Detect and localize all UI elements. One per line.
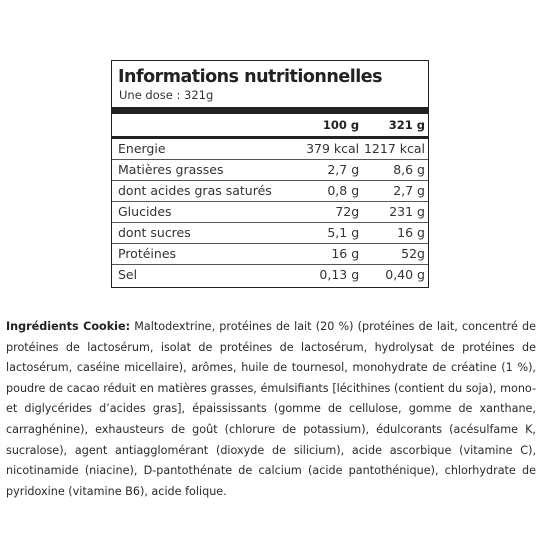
- table-header-row: [112, 114, 428, 138]
- nutrition-table: [112, 114, 428, 285]
- table-row: [112, 138, 428, 160]
- table-row: [112, 181, 428, 202]
- row-value-dose: 2,7 g: [362, 181, 428, 202]
- ingredients-text: Maltodextrine, protéines de lait (20 %) (protéines de lait, concentré de protéines de lactosérum, isolat de protéines de lactosérum, hydrolysat de protéines de lactosérum, caséine micellaire), arômes, huile de tournesol, monohydrate de créatine (1 %), poudre de cacao réduit en matières grasses, émulsifiants [lécithines (contient du soja), mono- et diglycérides d’acides gras], épaississants (gomme de cellulose, gomme de xanthane, carraghénine), exhausteurs de goût (chlorure de potassium), édulcorants (acésulfame K, sucralose), agent antiagglomérant (dioxyde de silicium), acide ascorbique (vitamine C), nicotinamide (niacine), D-pantothénate de calcium (acide pantothénique), chlorhydrate de pyridoxine (vitamine B6), acide folique.: [6, 320, 536, 498]
- row-value-100g: 16 g: [286, 244, 362, 265]
- nutrition-facts-panel: [111, 60, 429, 288]
- row-value-dose: 0,40 g: [362, 265, 428, 286]
- panel-title: Informations nutritionnelles: [118, 67, 383, 87]
- row-value-100g: 2,7 g: [286, 160, 362, 181]
- serving-size: Une dose : 321g: [112, 88, 428, 114]
- table-row: [112, 202, 428, 223]
- header-spacer: [112, 114, 286, 138]
- row-value-100g: 0,8 g: [286, 181, 362, 202]
- table-row: [112, 223, 428, 244]
- row-label: Energie: [118, 141, 166, 156]
- row-value-100g: 379 kcal: [306, 141, 360, 156]
- table-row: [112, 160, 428, 181]
- row-label: dont acides gras saturés: [112, 181, 286, 202]
- row-value-dose: 1217 kcal: [363, 141, 425, 156]
- row-label: Protéines: [112, 244, 286, 265]
- column-header-dose: 321 g: [362, 114, 428, 138]
- column-header-100g: 100 g: [286, 114, 362, 138]
- row-value-100g: 72g: [286, 202, 362, 223]
- ingredients-heading: Ingrédients Cookie:: [6, 320, 131, 333]
- ingredients-paragraph: [6, 317, 536, 502]
- table-row: [112, 244, 428, 265]
- row-value-dose: 231 g: [362, 202, 428, 223]
- row-value-100g: 5,1 g: [286, 223, 362, 244]
- row-value-dose: 16 g: [362, 223, 428, 244]
- row-label: Matières grasses: [112, 160, 286, 181]
- row-label: Sel: [112, 265, 286, 286]
- row-label: Glucides: [112, 202, 286, 223]
- row-value-100g: 0,13 g: [286, 265, 362, 286]
- row-value-dose: 8,6 g: [362, 160, 428, 181]
- row-label: dont sucres: [112, 223, 286, 244]
- table-row: [112, 265, 428, 286]
- row-value-dose: 52g: [362, 244, 428, 265]
